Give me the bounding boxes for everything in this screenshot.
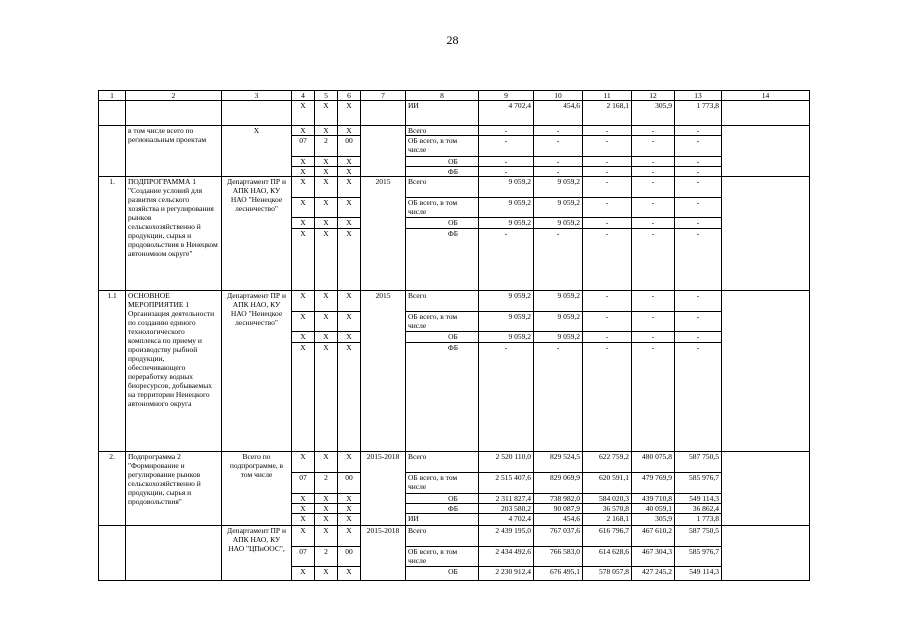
code-cell: Х — [292, 311, 315, 332]
amount-cell: 36 570,8 — [583, 503, 632, 513]
code-cell: Х — [315, 177, 338, 198]
page-number: 28 — [446, 33, 459, 47]
amount-cell: - — [534, 125, 583, 135]
row-name: ПОДПРОГРАММА 1 "Создание условий для развития сельского хозяйства и регулирования рынков сельскохозяйственно й продукции, сырья и продовольствия в Ненецком автономном округе" — [126, 177, 222, 291]
row-number: 1. — [99, 177, 126, 291]
amount-cell: 427 245,2 — [632, 567, 675, 581]
header-cell-3: 3 — [222, 91, 292, 101]
row-notes — [722, 291, 810, 452]
code-cell: Х — [338, 567, 361, 581]
header-cell-5: 5 — [315, 91, 338, 101]
amount-cell: - — [632, 136, 675, 157]
amount-cell: 305,9 — [632, 514, 675, 526]
row-executor — [222, 101, 292, 126]
amount-cell: - — [632, 177, 675, 198]
row-number: 2. — [99, 452, 126, 526]
row-number — [99, 125, 126, 176]
code-cell: Х — [315, 567, 338, 581]
funding-source: ФБ — [406, 503, 479, 513]
amount-cell: - — [675, 218, 722, 228]
code-cell: Х — [315, 526, 338, 547]
code-cell: Х — [292, 125, 315, 135]
table-row — [99, 526, 810, 547]
amount-cell: - — [583, 228, 632, 291]
amount-cell: - — [583, 332, 632, 342]
amount-cell: 467 304,3 — [632, 546, 675, 567]
code-cell: Х — [292, 567, 315, 581]
code-cell: 00 — [338, 472, 361, 493]
amount-cell: - — [675, 125, 722, 135]
code-cell: Х — [315, 493, 338, 503]
amount-cell: 549 114,3 — [675, 567, 722, 581]
amount-cell: - — [675, 197, 722, 218]
row-number — [99, 101, 126, 126]
code-cell: Х — [315, 452, 338, 473]
code-cell: Х — [292, 166, 315, 176]
amount-cell: 9 059,2 — [479, 332, 534, 342]
code-cell: Х — [292, 101, 315, 126]
amount-cell: 9 059,2 — [479, 218, 534, 228]
code-cell: Х — [315, 166, 338, 176]
code-cell: Х — [338, 452, 361, 473]
amount-cell: 2 311 827,4 — [479, 493, 534, 503]
budget-table — [98, 90, 810, 581]
amount-cell: 9 059,2 — [479, 291, 534, 312]
funding-source: Всего — [406, 125, 479, 135]
row-years: 2015 — [361, 177, 406, 291]
amount-cell: 766 583,0 — [534, 546, 583, 567]
amount-cell: - — [583, 291, 632, 312]
row-notes — [722, 526, 810, 581]
amount-cell: - — [479, 136, 534, 157]
header-cell-2: 2 — [126, 91, 222, 101]
code-cell: Х — [315, 311, 338, 332]
row-years: 2015 — [361, 291, 406, 452]
code-cell: Х — [292, 526, 315, 547]
code-cell: Х — [315, 156, 338, 166]
code-cell: Х — [315, 125, 338, 135]
amount-cell: - — [583, 125, 632, 135]
row-years — [361, 125, 406, 176]
code-cell: 2 — [315, 546, 338, 567]
amount-cell: - — [534, 228, 583, 291]
row-notes — [722, 177, 810, 291]
amount-cell: 9 059,2 — [534, 332, 583, 342]
code-cell: 07 — [292, 546, 315, 567]
amount-cell: 479 769,9 — [632, 472, 675, 493]
code-cell: Х — [338, 197, 361, 218]
amount-cell: - — [675, 332, 722, 342]
amount-cell: - — [675, 342, 722, 452]
code-cell: Х — [338, 332, 361, 342]
row-years — [361, 101, 406, 126]
amount-cell: 829 524,5 — [534, 452, 583, 473]
header-cell-13: 13 — [675, 91, 722, 101]
funding-source: Всего — [406, 177, 479, 198]
row-years: 2015-2018 — [361, 526, 406, 581]
row-executor: Х — [222, 125, 292, 176]
code-cell: 07 — [292, 472, 315, 493]
funding-source: ОБ — [406, 156, 479, 166]
funding-source: ОБ всего, в том числе — [406, 311, 479, 332]
code-cell: 2 — [315, 472, 338, 493]
table-row — [99, 177, 810, 198]
amount-cell: 9 059,2 — [534, 218, 583, 228]
funding-source: Всего — [406, 526, 479, 547]
funding-source: ОБ — [406, 567, 479, 581]
amount-cell: 587 750,5 — [675, 452, 722, 473]
amount-cell: - — [583, 218, 632, 228]
amount-cell: - — [534, 342, 583, 452]
amount-cell: 9 059,2 — [479, 311, 534, 332]
amount-cell: - — [632, 342, 675, 452]
row-name: в том числе всего по региональным проектам — [126, 125, 222, 176]
amount-cell: 587 750,5 — [675, 526, 722, 547]
code-cell: Х — [315, 514, 338, 526]
code-cell: Х — [338, 156, 361, 166]
row-notes — [722, 452, 810, 526]
amount-cell: - — [534, 136, 583, 157]
amount-cell: 2 168,1 — [583, 101, 632, 126]
amount-cell: 585 976,7 — [675, 546, 722, 567]
amount-cell: 305,9 — [632, 101, 675, 126]
amount-cell: - — [675, 177, 722, 198]
row-executor: Всего по подпрограмме, в том числе — [222, 452, 292, 526]
header-cell-8: 8 — [406, 91, 479, 101]
amount-cell: 2 439 195,0 — [479, 526, 534, 547]
amount-cell: - — [632, 228, 675, 291]
amount-cell: - — [632, 197, 675, 218]
amount-cell: 767 037,6 — [534, 526, 583, 547]
amount-cell: - — [675, 311, 722, 332]
code-cell: Х — [315, 291, 338, 312]
amount-cell: 585 976,7 — [675, 472, 722, 493]
code-cell: Х — [315, 218, 338, 228]
code-cell: Х — [338, 125, 361, 135]
amount-cell: 584 020,3 — [583, 493, 632, 503]
funding-source: ОБ всего, в том числе — [406, 136, 479, 157]
amount-cell: 1 773,8 — [675, 514, 722, 526]
header-cell-7: 7 — [361, 91, 406, 101]
table-row — [99, 101, 810, 126]
amount-cell: - — [583, 156, 632, 166]
header-cell-4: 4 — [292, 91, 315, 101]
amount-cell: - — [675, 136, 722, 157]
code-cell: 00 — [338, 546, 361, 567]
amount-cell: 454,6 — [534, 101, 583, 126]
row-years: 2015-2018 — [361, 452, 406, 526]
code-cell: Х — [315, 332, 338, 342]
amount-cell: 9 059,2 — [479, 177, 534, 198]
code-cell: Х — [292, 228, 315, 291]
table-row — [99, 291, 810, 312]
amount-cell: 2 434 492,6 — [479, 546, 534, 567]
amount-cell: 9 059,2 — [534, 197, 583, 218]
amount-cell: - — [632, 291, 675, 312]
amount-cell: - — [583, 136, 632, 157]
funding-source: ОБ — [406, 332, 479, 342]
amount-cell: 2 230 912,4 — [479, 567, 534, 581]
amount-cell: 4 702,4 — [479, 101, 534, 126]
funding-source: ФБ — [406, 228, 479, 291]
amount-cell: - — [479, 125, 534, 135]
amount-cell: 467 610,2 — [632, 526, 675, 547]
amount-cell: - — [675, 166, 722, 176]
amount-cell: - — [479, 228, 534, 291]
header-cell-1: 1 — [99, 91, 126, 101]
code-cell: Х — [292, 493, 315, 503]
funding-source: Всего — [406, 452, 479, 473]
amount-cell: 622 759,2 — [583, 452, 632, 473]
amount-cell: - — [583, 166, 632, 176]
code-cell: Х — [338, 228, 361, 291]
code-cell: Х — [292, 342, 315, 452]
amount-cell: 4 702,4 — [479, 514, 534, 526]
funding-source: ОБ всего, в том числе — [406, 472, 479, 493]
code-cell: Х — [338, 526, 361, 547]
row-name — [126, 526, 222, 581]
amount-cell: 676 495,1 — [534, 567, 583, 581]
amount-cell: - — [675, 291, 722, 312]
amount-cell: 829 069,9 — [534, 472, 583, 493]
code-cell: Х — [292, 514, 315, 526]
amount-cell: 9 059,2 — [534, 291, 583, 312]
code-cell: Х — [315, 228, 338, 291]
amount-cell: 2 520 110,0 — [479, 452, 534, 473]
amount-cell: - — [632, 311, 675, 332]
amount-cell: 439 710,8 — [632, 493, 675, 503]
table-row — [99, 125, 810, 135]
amount-cell: - — [479, 342, 534, 452]
row-executor: Департамент ПР и АПК НАО, КУ НАО "ЦПиООС", — [222, 526, 292, 581]
funding-source: ФБ — [406, 342, 479, 452]
row-notes — [722, 101, 810, 126]
row-executor: Департамент ПР и АПК НАО, КУ НАО "Ненецкое лесничество" — [222, 177, 292, 291]
amount-cell: - — [583, 177, 632, 198]
amount-cell: - — [583, 342, 632, 452]
amount-cell: - — [632, 218, 675, 228]
code-cell: Х — [292, 156, 315, 166]
amount-cell: 2 168,1 — [583, 514, 632, 526]
code-cell: Х — [338, 503, 361, 513]
amount-cell: - — [632, 166, 675, 176]
code-cell: Х — [338, 291, 361, 312]
header-row — [99, 91, 810, 101]
row-name: ОСНОВНОЕ МЕРОПРИЯТИЕ 1 Организация деятельности по созданию единого технологического комплекса по приему и производству рыбной продукции, обеспечивающего переработку водных биоресурсов, добываемых на территории Ненецкого автономного округа — [126, 291, 222, 452]
code-cell: Х — [338, 311, 361, 332]
code-cell: 00 — [338, 136, 361, 157]
amount-cell: 1 773,8 — [675, 101, 722, 126]
row-number: 1.1 — [99, 291, 126, 452]
amount-cell: 578 057,8 — [583, 567, 632, 581]
header-cell-11: 11 — [583, 91, 632, 101]
amount-cell: 549 114,3 — [675, 493, 722, 503]
funding-source: ИИ — [406, 101, 479, 126]
code-cell: Х — [315, 503, 338, 513]
table-row — [99, 452, 810, 473]
amount-cell: 454,6 — [534, 514, 583, 526]
amount-cell: 616 796,7 — [583, 526, 632, 547]
funding-source: Всего — [406, 291, 479, 312]
amount-cell: 9 059,2 — [479, 197, 534, 218]
amount-cell: 40 059,1 — [632, 503, 675, 513]
amount-cell: - — [479, 166, 534, 176]
code-cell: Х — [338, 166, 361, 176]
amount-cell: 9 059,2 — [534, 177, 583, 198]
row-name — [126, 101, 222, 126]
amount-cell: - — [675, 228, 722, 291]
code-cell: Х — [292, 332, 315, 342]
amount-cell: - — [632, 125, 675, 135]
header-cell-10: 10 — [534, 91, 583, 101]
funding-source: ОБ всего, в том числе — [406, 546, 479, 567]
amount-cell: - — [583, 197, 632, 218]
funding-source: ОБ — [406, 218, 479, 228]
funding-source: ИИ — [406, 514, 479, 526]
code-cell: Х — [292, 197, 315, 218]
code-cell: Х — [338, 342, 361, 452]
amount-cell: 480 075,8 — [632, 452, 675, 473]
amount-cell: - — [479, 156, 534, 166]
header-cell-14: 14 — [722, 91, 810, 101]
amount-cell: 9 059,2 — [534, 311, 583, 332]
row-notes — [722, 125, 810, 176]
amount-cell: 614 628,6 — [583, 546, 632, 567]
code-cell: Х — [292, 177, 315, 198]
amount-cell: - — [583, 311, 632, 332]
code-cell: Х — [292, 291, 315, 312]
header-cell-6: 6 — [338, 91, 361, 101]
amount-cell: 738 982,0 — [534, 493, 583, 503]
amount-cell: 620 591,1 — [583, 472, 632, 493]
row-name: Подпрограмма 2 "Формирование и регулирование рынков сельскохозяйственно й продукции, сырья и продовольствия" — [126, 452, 222, 526]
row-number — [99, 526, 126, 581]
code-cell: Х — [315, 342, 338, 452]
amount-cell: - — [632, 332, 675, 342]
amount-cell: - — [534, 156, 583, 166]
code-cell: Х — [292, 452, 315, 473]
amount-cell: 2 515 407,6 — [479, 472, 534, 493]
funding-source: ОБ всего, в том числе — [406, 197, 479, 218]
amount-cell: - — [534, 166, 583, 176]
code-cell: Х — [315, 101, 338, 126]
amount-cell: - — [675, 156, 722, 166]
amount-cell: - — [632, 156, 675, 166]
code-cell: Х — [338, 101, 361, 126]
code-cell: Х — [315, 197, 338, 218]
funding-source: ОБ — [406, 493, 479, 503]
code-cell: 07 — [292, 136, 315, 157]
header-cell-12: 12 — [632, 91, 675, 101]
code-cell: Х — [338, 514, 361, 526]
funding-source: ФБ — [406, 166, 479, 176]
amount-cell: 90 087,9 — [534, 503, 583, 513]
code-cell: 2 — [315, 136, 338, 157]
code-cell: Х — [338, 177, 361, 198]
code-cell: Х — [292, 503, 315, 513]
code-cell: Х — [292, 218, 315, 228]
code-cell: Х — [338, 218, 361, 228]
code-cell: Х — [338, 493, 361, 503]
row-executor: Департамент ПР и АПК НАО, КУ НАО "Ненецкое лесничество" — [222, 291, 292, 452]
amount-cell: 36 862,4 — [675, 503, 722, 513]
amount-cell: 203 580,2 — [479, 503, 534, 513]
header-cell-9: 9 — [479, 91, 534, 101]
